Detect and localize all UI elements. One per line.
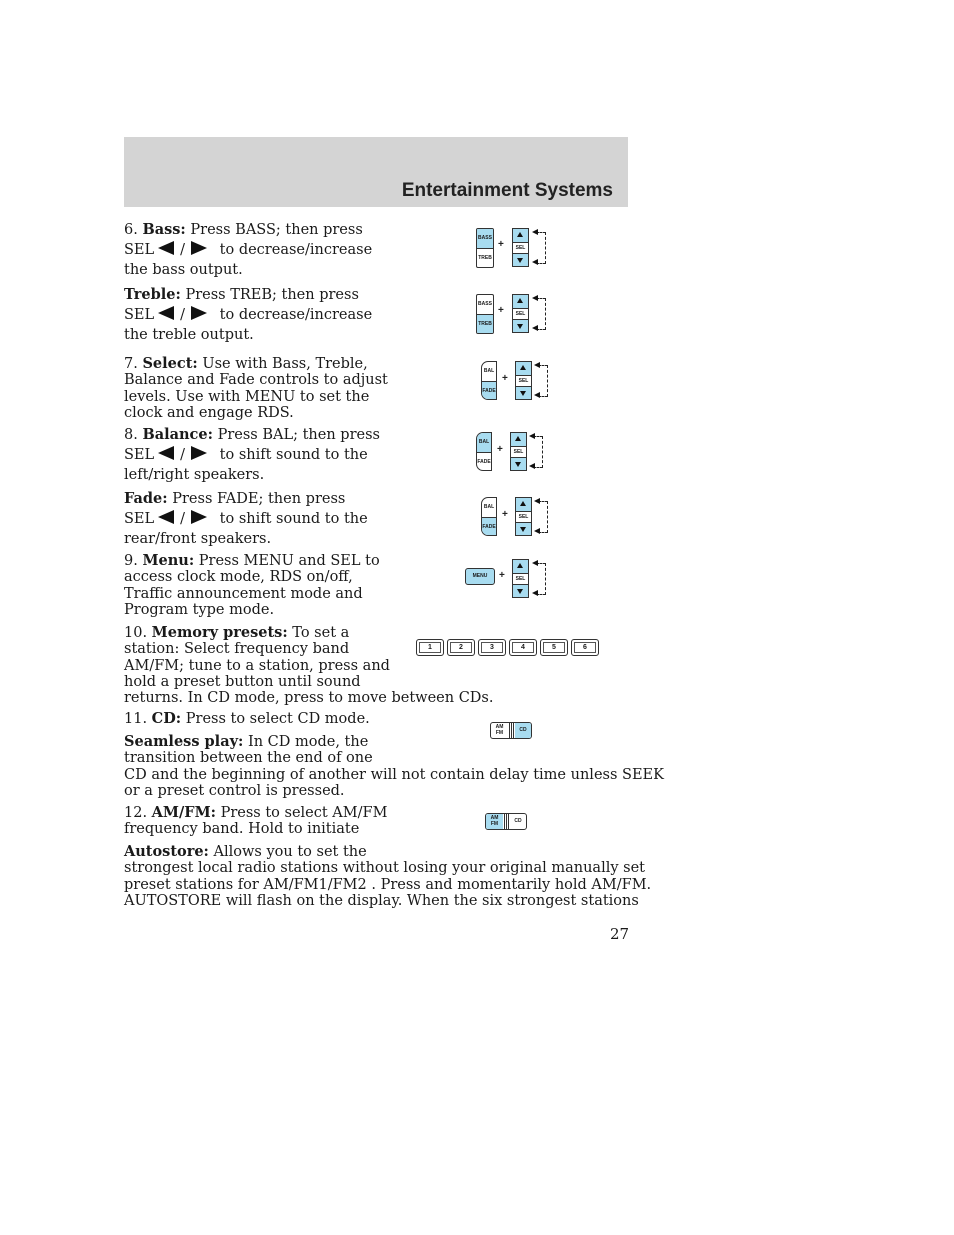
sel-button: SEL	[512, 294, 529, 333]
treble-text: Treble: Press TREB; then press SEL / to decrease/increase the treble output.	[124, 286, 373, 343]
bal-fade-button: BAL FADE	[481, 361, 497, 400]
down-arrow-icon	[517, 324, 523, 329]
amfm-button-figure: AM FM CD	[485, 813, 527, 830]
sel-button: SEL	[515, 361, 532, 400]
arrow-left-icon	[532, 229, 538, 235]
sel-button: SEL	[510, 432, 527, 471]
preset-button-3: 3	[478, 639, 506, 656]
up-arrow-icon	[515, 436, 521, 441]
header-band	[124, 137, 628, 207]
right-arrow-icon	[191, 510, 207, 524]
sel-button: SEL	[512, 228, 529, 267]
down-arrow-icon	[515, 462, 521, 467]
bass-text: 6. Bass: Press BASS; then press SEL / to decrease/increase the bass output.	[124, 221, 373, 278]
seamless-text: Seamless play: In CD mode, the transition between the end of one CD and the beginning of another will not contain delay time unless SEEK or a preset control is pressed.	[124, 733, 664, 799]
preset-button-5: 5	[540, 639, 568, 656]
right-arrow-icon	[191, 306, 207, 320]
arrow-left-icon	[532, 295, 538, 301]
presets-text: 10. Memory presets: To set a station: Select frequency band AM/FM; tune to a station, press and hold a preset button until sound returns. In CD mode, press to move between CDs.	[124, 624, 494, 707]
preset-button-6: 6	[571, 639, 599, 656]
page-title: Entertainment Systems	[401, 180, 613, 201]
plus-icon: +	[499, 570, 505, 581]
right-arrow-icon	[191, 241, 207, 255]
arrow-left-icon	[529, 463, 535, 469]
preset-button-4: 4	[509, 639, 537, 656]
arrow-left-icon	[532, 325, 538, 331]
plus-icon: +	[498, 305, 504, 316]
arrow-left-icon	[529, 433, 535, 439]
select-text: 7. Select: Use with Bass, Treble, Balance and Fade controls to adjust levels. Use with MENU to set the clock and engage RDS.	[124, 355, 388, 421]
arrow-left-icon	[534, 362, 540, 368]
sel-button: SEL	[515, 497, 532, 536]
menu-text: 9. Menu: Press MENU and SEL to access clock mode, RDS on/off, Traffic announcement mode and Program type mode.	[124, 552, 380, 618]
menu-button: MENU	[465, 568, 495, 585]
down-arrow-icon	[520, 527, 526, 532]
bal-fade-button: BAL FADE	[476, 432, 492, 471]
amfm-text: 12. AM/FM: Press to select AM/FM frequency band. Hold to initiate	[124, 804, 388, 838]
up-arrow-icon	[517, 298, 523, 303]
preset-button-2: 2	[447, 639, 475, 656]
right-arrow-icon	[191, 446, 207, 460]
preset-button-1: 1	[416, 639, 444, 656]
left-arrow-icon	[158, 510, 174, 524]
up-arrow-icon	[517, 563, 523, 568]
plus-icon: +	[498, 239, 504, 250]
plus-icon: +	[497, 444, 503, 455]
left-arrow-icon	[158, 446, 174, 460]
up-arrow-icon	[517, 232, 523, 237]
arrow-left-icon	[532, 590, 538, 596]
plus-icon: +	[502, 373, 508, 384]
arrow-left-icon	[532, 560, 538, 566]
down-arrow-icon	[520, 391, 526, 396]
cd-text: 11. CD: Press to select CD mode.	[124, 710, 370, 727]
bass-treb-button: BASS TREB	[476, 228, 494, 268]
down-arrow-icon	[517, 258, 523, 263]
bal-fade-button: BAL FADE	[481, 497, 497, 536]
plus-icon: +	[502, 509, 508, 520]
cd-button-figure: AM FM CD	[490, 722, 532, 739]
up-arrow-icon	[520, 365, 526, 370]
arrow-left-icon	[532, 259, 538, 265]
autostore-text: Autostore: Allows you to set the strongest local radio stations without losing your original manually set preset stations for AM/FM1/FM2 . Press and momentarily hold AM/FM. AUTOSTORE will flash on the display. When the six strongest stations	[124, 843, 652, 909]
up-arrow-icon	[520, 501, 526, 506]
sel-button: SEL	[512, 559, 529, 598]
down-arrow-icon	[517, 589, 523, 594]
left-arrow-icon	[158, 241, 174, 255]
balance-text: 8. Balance: Press BAL; then press SEL / to shift sound to the left/right speakers.	[124, 426, 380, 483]
arrow-left-icon	[534, 392, 540, 398]
left-arrow-icon	[158, 306, 174, 320]
page-number: 27	[610, 925, 630, 943]
arrow-left-icon	[534, 498, 540, 504]
fade-text: Fade: Press FADE; then press SEL / to shift sound to the rear/front speakers.	[124, 490, 368, 547]
bass-treb-button: BASS TREB	[476, 294, 494, 334]
arrow-left-icon	[534, 528, 540, 534]
